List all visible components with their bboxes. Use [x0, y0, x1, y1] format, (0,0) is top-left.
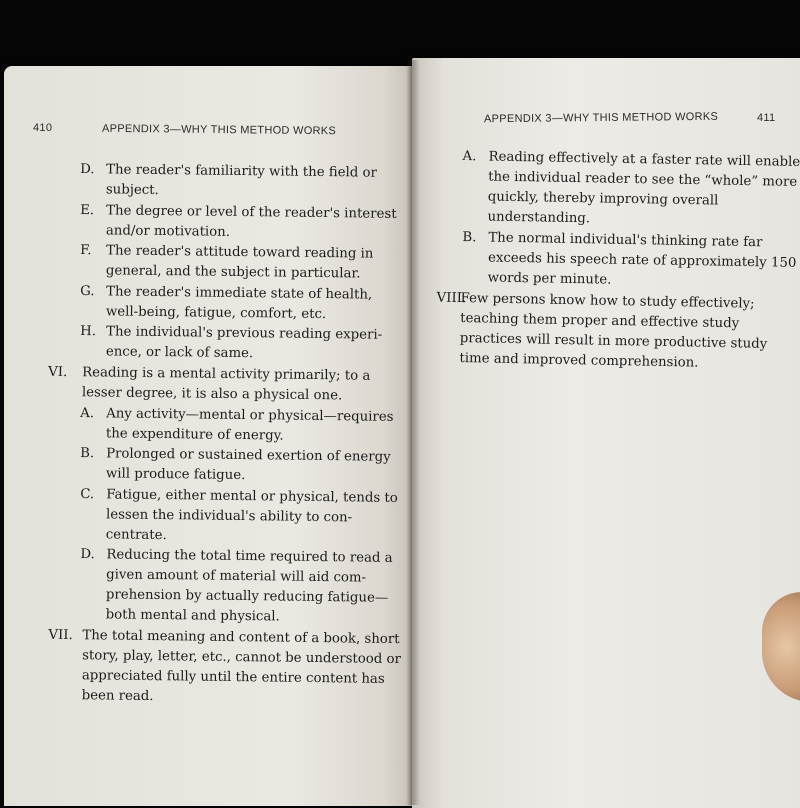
list-text: The individual's previous reading experience, or lack of same. — [105, 324, 383, 362]
list-marker: C. — [80, 487, 95, 503]
list-text: Any activity—mental or physical—requires the expenditure of energy. — [105, 406, 394, 444]
list-marker: B. — [80, 446, 95, 462]
list-item — [80, 282, 402, 326]
list-item — [80, 444, 402, 488]
list-text: The normal individual's thinking rate far exceeds his speech rate of approximately 150 words per minute. — [487, 230, 797, 288]
list-marker: D. — [80, 162, 95, 178]
list-item — [80, 201, 402, 245]
list-item — [80, 404, 402, 448]
list-marker: VI. — [48, 364, 68, 381]
list-text: Prolonged or sustained exertion of energy will produce fatigue. — [105, 446, 391, 484]
list-item — [462, 228, 800, 294]
list-text: Few persons know how to study effectively; teaching them proper and effective study practices will result in more productive study time and improved comprehension. — [459, 291, 768, 371]
list-item — [48, 626, 413, 710]
list-text: Reducing the total time required to read a given amount of material will aid comprehension by actually reducing fatigue—both mental and physical. — [105, 547, 393, 625]
list-text: Fatigue, either mental or physical, tends to lessen the individual's ability to concentrate. — [105, 487, 398, 544]
list-marker: H. — [80, 324, 97, 340]
list-text: Reading effectively at a faster rate will enable the individual reader to see the “whole” more quickly, thereby improving overall understanding. — [487, 149, 800, 227]
right-running-head: APPENDIX 3—WHY THIS METHOD WORKS — [483, 110, 719, 126]
list-marker: A. — [80, 406, 95, 422]
list-text: The total meaning and content of a book, short story, play, letter, etc., cannot be understood or appreciated fully until the entire content has been read. — [81, 628, 402, 705]
list-item — [461, 147, 800, 233]
list-text: The reader's attitude toward reading in general, and the subject in particular. — [105, 243, 374, 282]
list-item — [48, 363, 412, 407]
left-page-number: 410 — [33, 122, 53, 134]
list-text: The reader's familiarity with the field or subject. — [105, 162, 378, 198]
left-running-head: APPENDIX 3—WHY THIS METHOD WORKS — [101, 122, 337, 138]
list-item — [80, 241, 402, 285]
list-marker: D. — [80, 547, 95, 563]
list-marker: F. — [80, 243, 92, 259]
list-item — [80, 160, 402, 204]
list-item — [80, 485, 403, 549]
list-marker: E. — [80, 203, 95, 219]
list-marker: VII. — [48, 627, 73, 644]
list-marker: B. — [462, 230, 477, 246]
list-item — [435, 289, 796, 376]
list-marker: A. — [462, 149, 477, 165]
list-item — [80, 545, 403, 629]
list-text: The reader's immediate state of health, well-being, fatigue, comfort, etc. — [105, 284, 373, 323]
list-item — [80, 322, 402, 366]
right-page-number: 411 — [757, 112, 776, 124]
list-marker: VIII. — [436, 290, 467, 307]
list-text: The degree or level of the reader's interest and/or motivation. — [105, 203, 397, 240]
list-text: Reading is a mental activity primarily; to a lesser degree, it is also a physical one. — [81, 365, 371, 404]
list-marker: G. — [80, 284, 95, 300]
